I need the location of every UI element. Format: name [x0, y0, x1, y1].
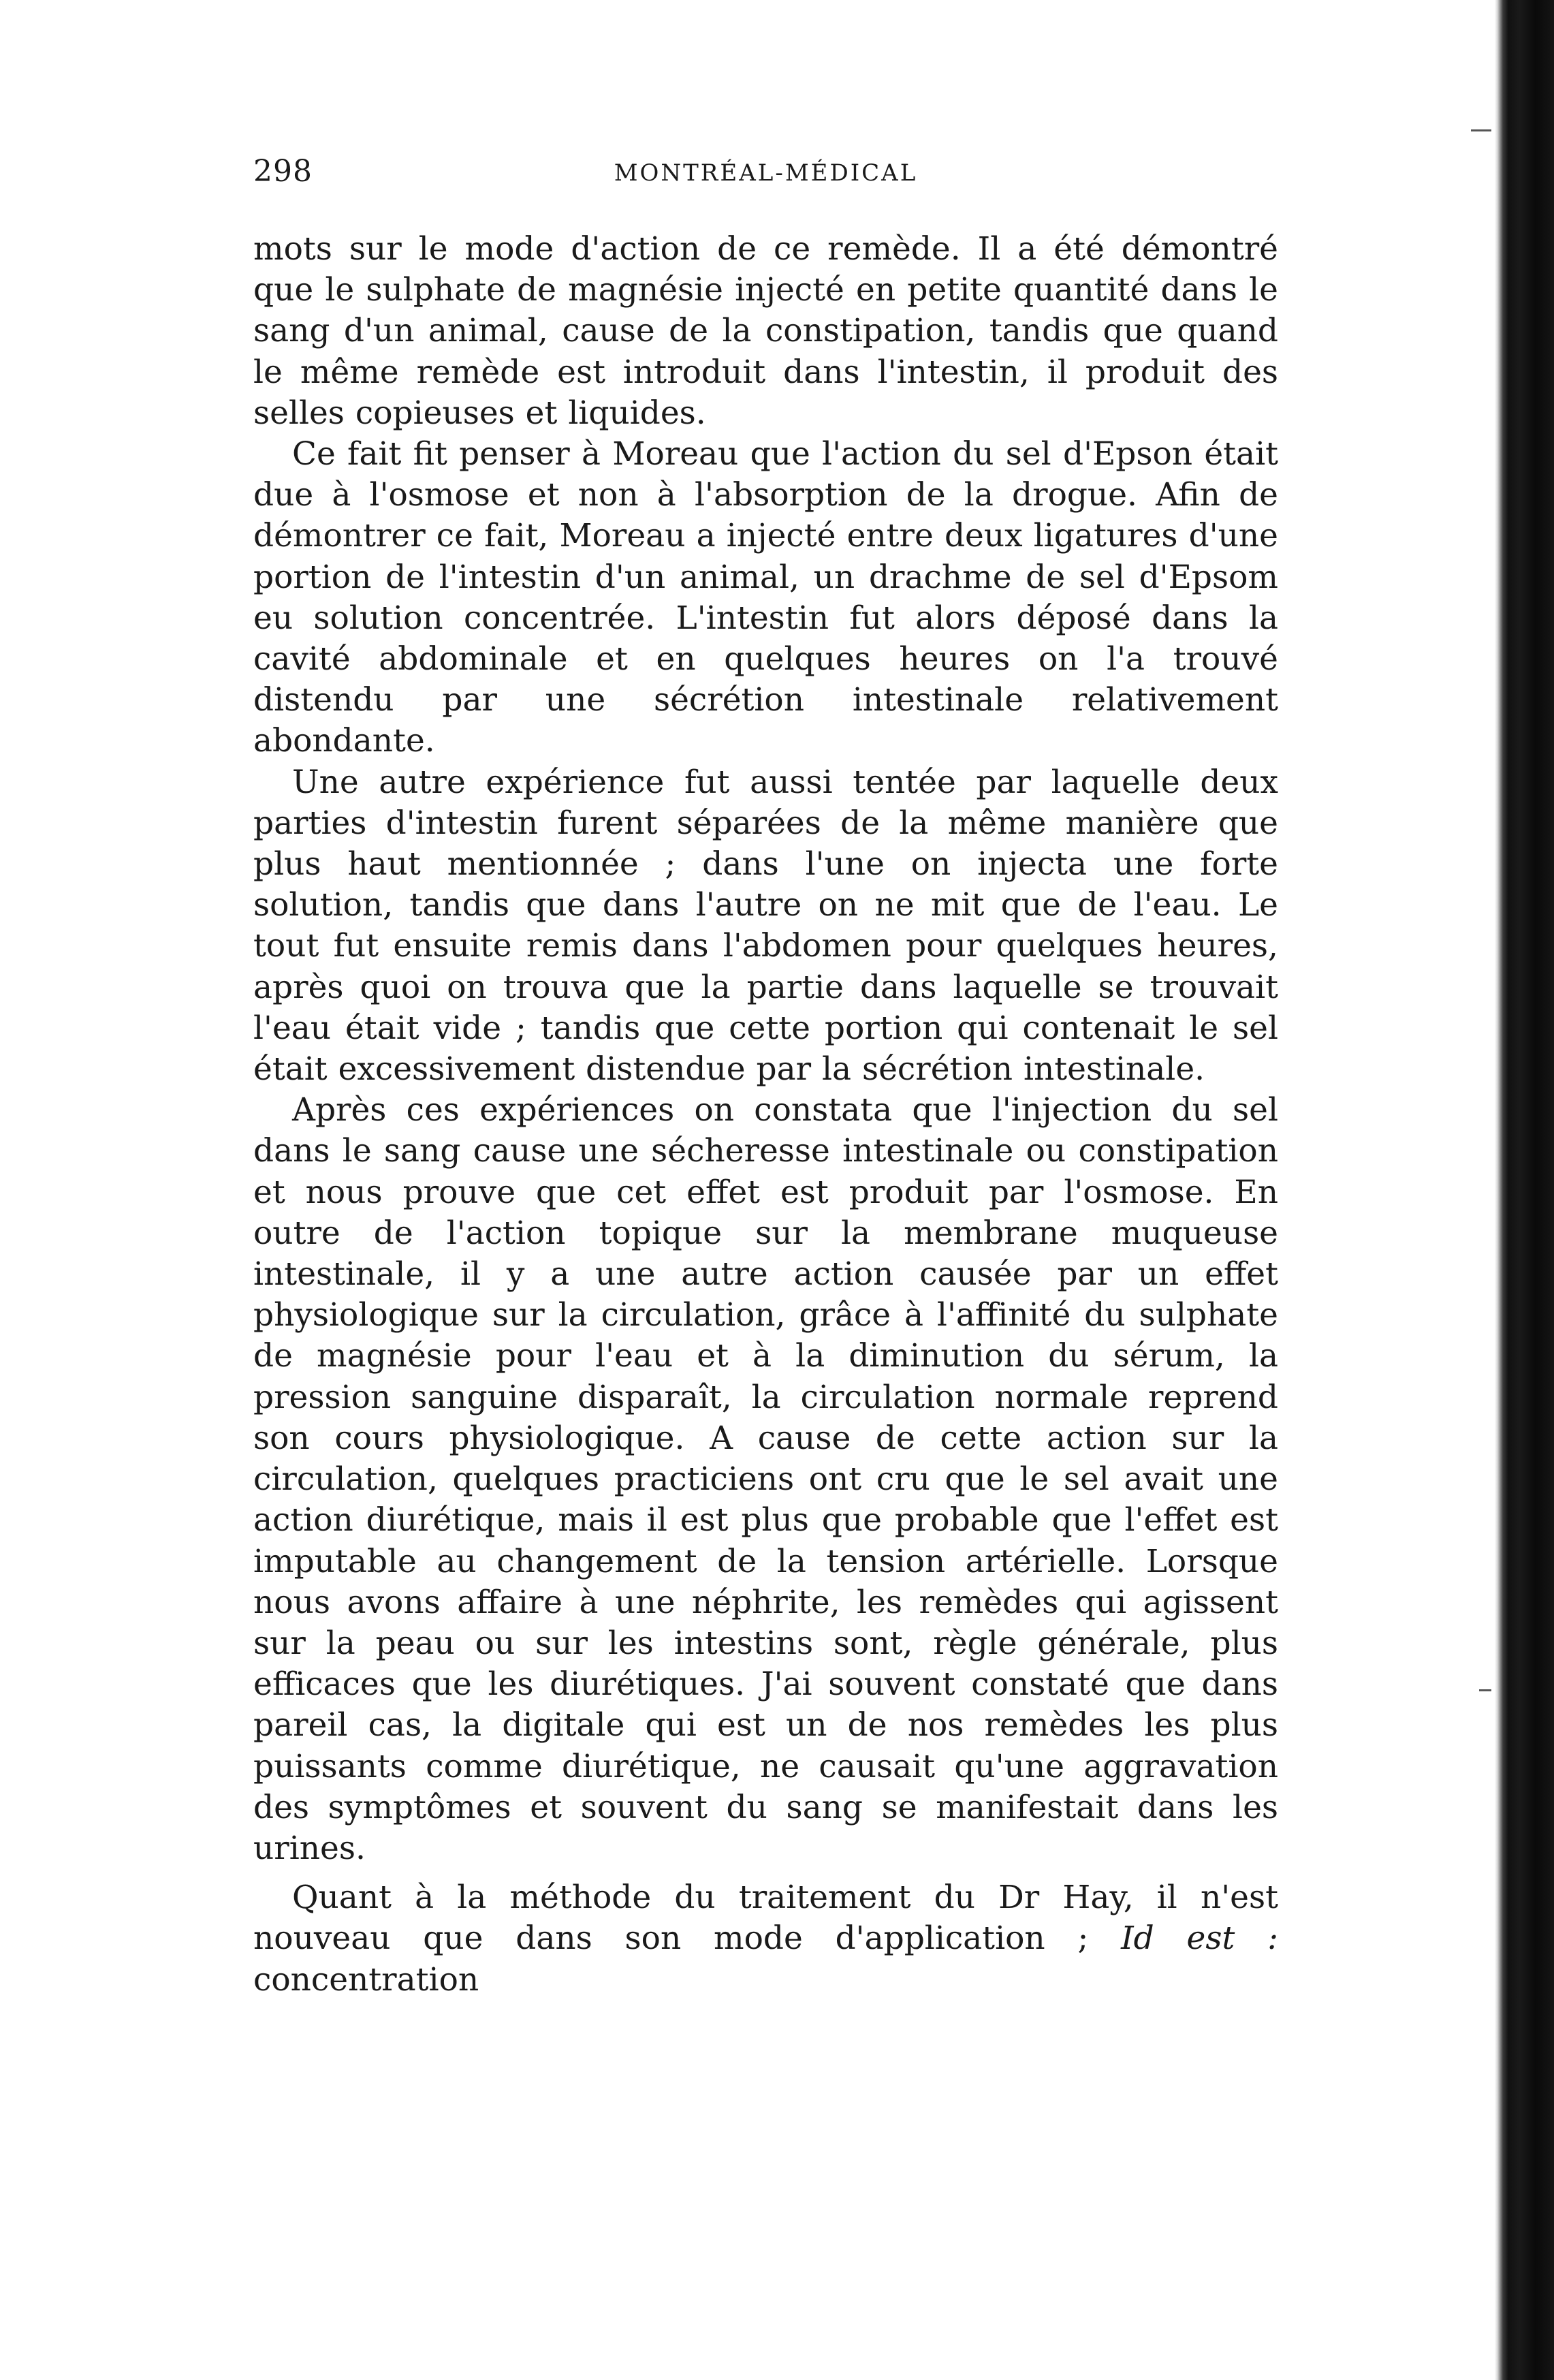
journal-title: MONTRÉAL-MÉDICAL	[614, 159, 918, 187]
id-est-italic: Id est :	[1121, 1920, 1278, 1958]
paragraph-continuation: mots sur le mode d'action de ce remède. Il a été démontré que le sulphate de magnésie injecté en petite quantité dans le sang d'un animal, cause de la constipation, tandis que quand le même remède est introduit dans l'intestin, il produit des selles copieuses et liquides.	[253, 230, 1278, 432]
scan-edge-shadow	[1495, 0, 1554, 2380]
paragraph-moreau-osmosis: Ce fait fit penser à Moreau que l'action du sel d'Epson était due à l'osmose et non à l'absorption de la drogue. Afin de démontrer ce fait, Moreau a injecté entre deux ligatures d'une portion de l'intestin d'un animal, un drachme de sel d'Epsom eu solution concentrée. L'intestin fut alors déposé dans la cavité abdominale et en quelques heures on l'a trouvé distendu par une sécrétion intestinale relativement abondante.	[253, 435, 1278, 760]
scan-speck	[1471, 129, 1491, 131]
scan-speck	[1479, 1689, 1491, 1691]
hay-method-text-end: concentration	[253, 1960, 479, 1999]
page-number: 298	[253, 154, 313, 189]
hay-method-text-start: Quant à la méthode du traitement du Dr Hay, il n'est nouveau que dans son mode d'application ;	[253, 1879, 1278, 1958]
paragraph-hay-method	[253, 1877, 1278, 2001]
paragraph-second-experiment: Une autre expérience fut aussi tentée par laquelle deux parties d'intestin furent séparées de la même manière que plus haut mentionnée ; dans l'une on injecta une forte solution, tandis que dans l'autre on ne mit que de l'eau. Le tout fut ensuite remis dans l'abdomen pour quelques heures, après quoi on trouva que la partie dans laquelle se trouvait l'eau était vide ; tandis que cette portion qui contenait le sel était excessivement distendue par la sécrétion intestinale.	[253, 763, 1278, 1089]
article-body	[253, 229, 1278, 2001]
paragraph-conclusions: Après ces expériences on constata que l'injection du sel dans le sang cause une sécheresse intestinale ou constipation et nous prouve que cet effet est produit par l'osmose. En outre de l'action topique sur la membrane muqueuse intestinale, il y a une autre action causée par un effet physiologique sur la circulation, grâce à l'affinité du sulphate de magnésie pour l'eau et à la diminution du sérum, la pression sanguine disparaît, la circulation normale reprend son cours physiologique. A cause de cette action sur la circulation, quelques practiciens ont cru que le sel avait une action diurétique, mais il est plus que probable que l'effet est imputable au changement de la tension artérielle. Lorsque nous avons affaire à une néphrite, les remèdes qui agissent sur la peau ou sur les intestins sont, règle générale, plus efficaces que les diurétiques. J'ai souvent constaté que dans pareil cas, la digitale qui est un de nos remèdes les plus puissants comme diurétique, ne causait qu'une aggravation des symptômes et souvent du sang se manifestait dans les urines.	[253, 1091, 1278, 1867]
running-header	[253, 151, 1278, 199]
